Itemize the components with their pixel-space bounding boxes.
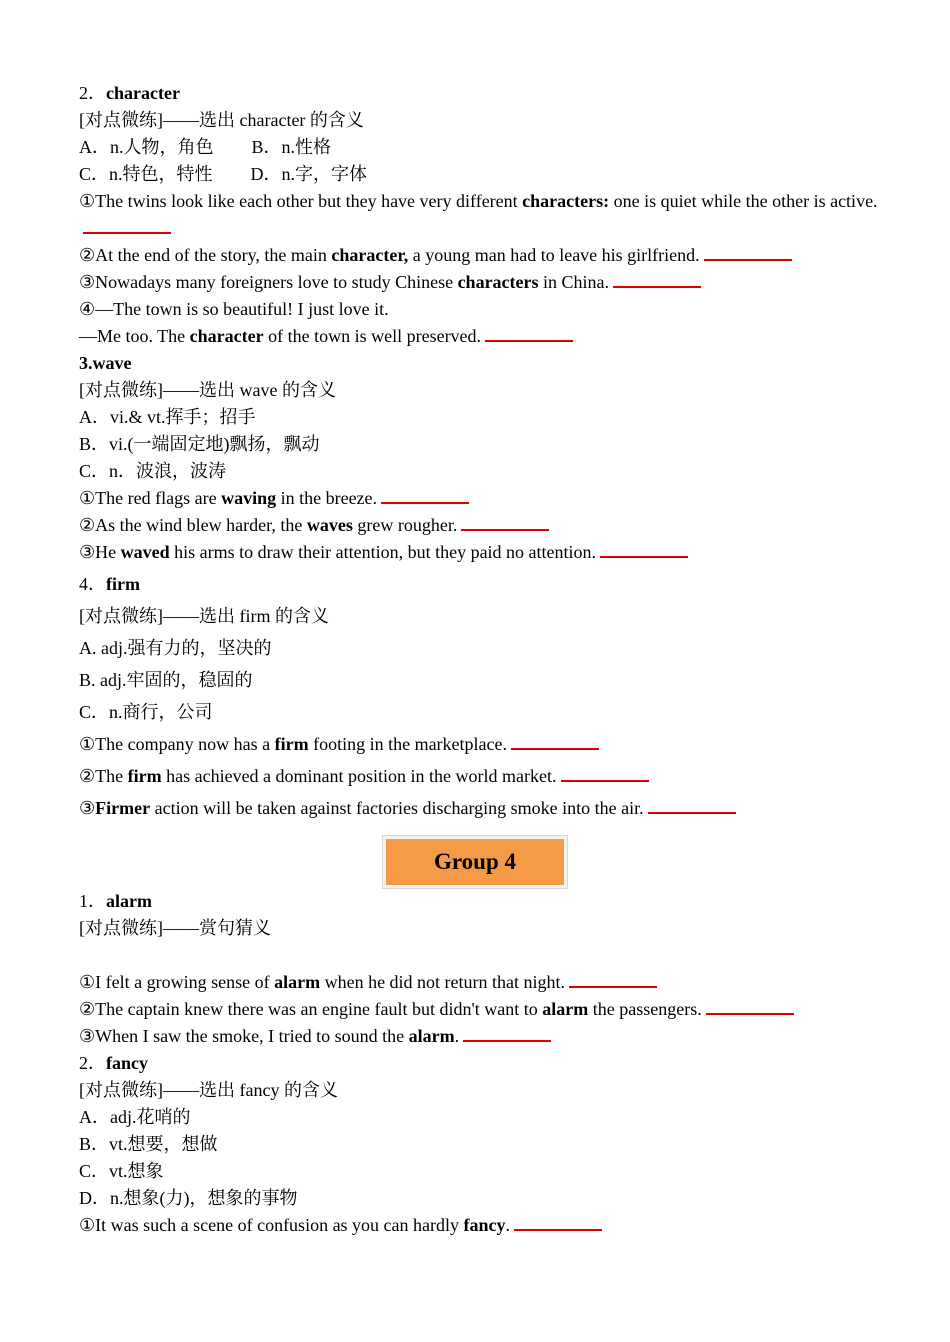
answer-blank[interactable] bbox=[706, 998, 794, 1015]
answer-blank[interactable] bbox=[648, 797, 736, 814]
answer-blank[interactable] bbox=[600, 541, 688, 558]
answer-blank[interactable] bbox=[511, 733, 599, 750]
answer-blank[interactable] bbox=[569, 971, 657, 988]
example-sentence: ②At the end of the story, the main character, a young man had to leave his girlfriend. bbox=[79, 242, 879, 269]
option-b: B．n.性格 bbox=[251, 137, 332, 157]
example-sentence: —Me too. The character of the town is well preserved. bbox=[79, 323, 879, 350]
option-c: C．vt.想象 bbox=[79, 1161, 164, 1181]
instruction: [对点微练]——选出 wave 的含义 bbox=[79, 380, 336, 400]
section-number: 2． bbox=[79, 83, 106, 103]
section-number: 2． bbox=[79, 1053, 106, 1073]
example-sentence: ①The red flags are waving in the breeze. bbox=[79, 485, 879, 512]
option-a: A．vi.& vt.挥手；招手 bbox=[79, 407, 256, 427]
example-sentence: ③He waved his arms to draw their attention, but they paid no attention. bbox=[79, 539, 879, 566]
spacer bbox=[79, 942, 879, 969]
options-row bbox=[79, 161, 879, 188]
option-a: A．n.人物，角色 bbox=[79, 137, 214, 157]
group-banner: Group 4 bbox=[383, 836, 567, 888]
example-sentence: ③Firmer action will be taken against factories discharging smoke into the air. bbox=[79, 795, 879, 822]
instruction: [对点微练]——选出 firm 的含义 bbox=[79, 606, 329, 626]
example-sentence: ①I felt a growing sense of alarm when he did not return that night. bbox=[79, 969, 879, 996]
option-b: B. adj.牢固的，稳固的 bbox=[79, 670, 253, 690]
instruction: [对点微练]——选出 fancy 的含义 bbox=[79, 1080, 338, 1100]
section-word: character bbox=[106, 83, 180, 103]
example-sentence: ②The captain knew there was an engine fault but didn't want to alarm the passengers. bbox=[79, 996, 879, 1023]
instruction: [对点微练]——赏句猜义 bbox=[79, 918, 271, 938]
example-sentence: ①The twins look like each other but they have very different characters: one is quiet while the other is active. bbox=[79, 188, 879, 242]
section-title bbox=[79, 80, 879, 107]
option-c: C．n.商行，公司 bbox=[79, 702, 213, 722]
answer-blank[interactable] bbox=[463, 1025, 551, 1042]
worksheet bbox=[79, 80, 879, 1239]
answer-blank[interactable] bbox=[561, 765, 649, 782]
group-banner-wrap bbox=[71, 836, 879, 888]
section-title bbox=[79, 1050, 879, 1077]
example-sentence: ①The company now has a firm footing in the marketplace. bbox=[79, 731, 879, 758]
section-title bbox=[79, 350, 879, 377]
section-word: alarm bbox=[106, 891, 152, 911]
answer-blank[interactable] bbox=[83, 217, 171, 234]
answer-blank[interactable] bbox=[613, 271, 701, 288]
option-b: B．vt.想要，想做 bbox=[79, 1134, 218, 1154]
option-c: C．n．波浪，波涛 bbox=[79, 461, 227, 481]
example-sentence: ①It was such a scene of confusion as you can hardly fancy. bbox=[79, 1212, 879, 1239]
section-word: 3.wave bbox=[79, 353, 132, 373]
answer-blank[interactable] bbox=[381, 487, 469, 504]
section-title bbox=[79, 571, 879, 598]
answer-blank[interactable] bbox=[461, 514, 549, 531]
section-word: fancy bbox=[106, 1053, 148, 1073]
section-number: 1． bbox=[79, 891, 106, 911]
section-word: firm bbox=[106, 574, 140, 594]
answer-blank[interactable] bbox=[514, 1214, 602, 1231]
options-row bbox=[79, 134, 879, 161]
instruction: [对点微练]——选出 character 的含义 bbox=[79, 110, 364, 130]
example-sentence: ②As the wind blew harder, the waves grew rougher. bbox=[79, 512, 879, 539]
option-a: A．adj.花哨的 bbox=[79, 1107, 191, 1127]
option-d: D．n.字，字体 bbox=[250, 164, 368, 184]
option-a: A. adj.强有力的，坚决的 bbox=[79, 638, 272, 658]
example-sentence: ②The firm has achieved a dominant position in the world market. bbox=[79, 763, 879, 790]
section-title bbox=[79, 888, 879, 915]
answer-blank[interactable] bbox=[704, 244, 792, 261]
answer-blank[interactable] bbox=[485, 325, 573, 342]
option-c: C．n.特色，特性 bbox=[79, 164, 213, 184]
option-b: B．vi.(一端固定地)飘扬，飘动 bbox=[79, 434, 320, 454]
example-sentence: ③When I saw the smoke, I tried to sound the alarm. bbox=[79, 1023, 879, 1050]
section-number: 4． bbox=[79, 574, 106, 594]
example-sentence: ③Nowadays many foreigners love to study Chinese characters in China. bbox=[79, 269, 879, 296]
option-d: D．n.想象(力)，想象的事物 bbox=[79, 1188, 298, 1208]
example-sentence: ④—The town is so beautiful! I just love it. bbox=[79, 299, 389, 319]
